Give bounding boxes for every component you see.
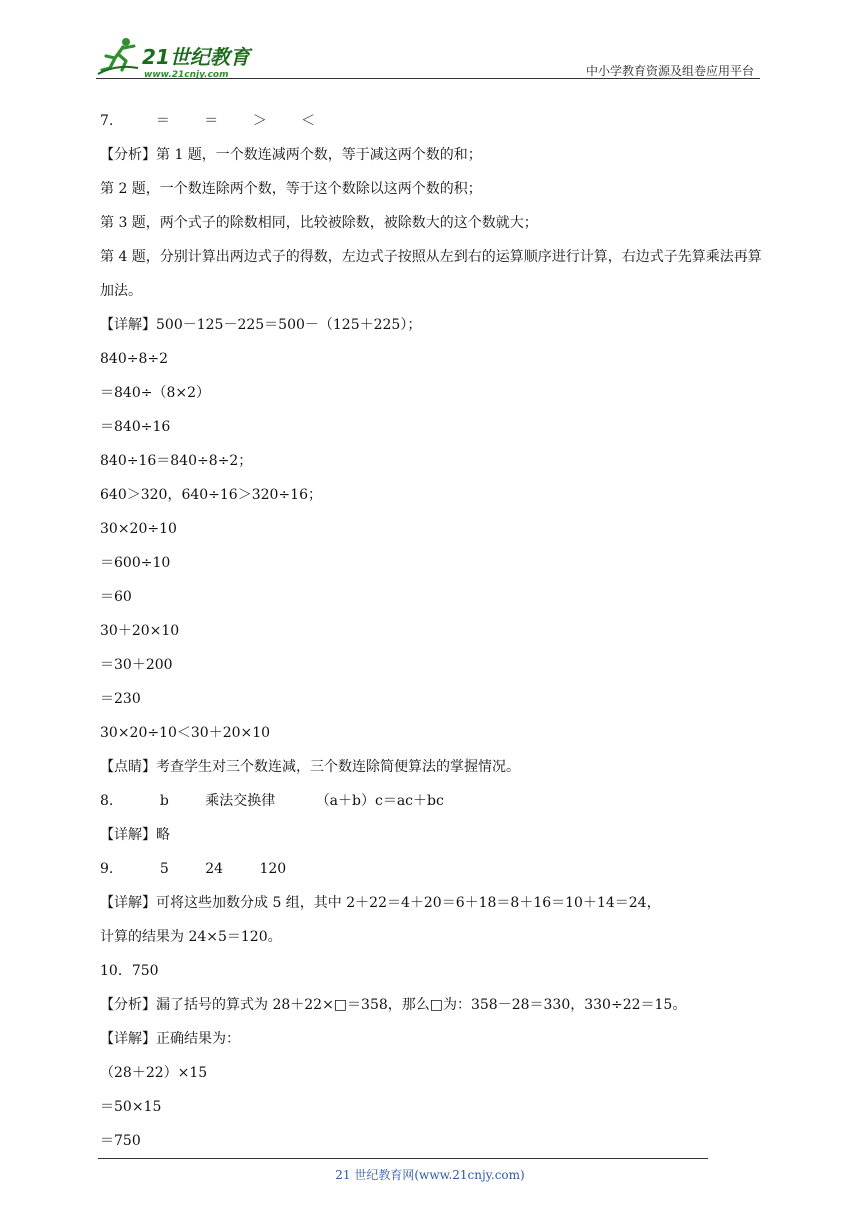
q7-step: ＝840÷（8×2）: [100, 385, 210, 401]
q7-step: ＝60: [100, 589, 132, 605]
q7-step: 640＞320，640÷16＞320÷16；: [100, 487, 322, 503]
q7-analysis-3: 第 3 题，两个式子的除数相同，比较被除数，被除数大的这个数就大；: [100, 215, 538, 231]
q8-answer-2: 乘法交换律: [205, 793, 276, 809]
q7-comment: 【点睛】考查学生对三个数连减，三个数连除简便算法的掌握情况。: [100, 759, 520, 775]
answer-content: [100, 104, 764, 1158]
q9-answer-2: 24: [205, 861, 224, 877]
q7-step: ＝30＋200: [100, 657, 173, 673]
q7-step: 30×20÷10＜30＋20×10: [100, 725, 271, 741]
q7-step: 30×20÷10: [100, 521, 177, 537]
q7-step: ＝840÷16: [100, 419, 171, 435]
q7-analysis: 【分析】第 1 题，一个数连减两个数，等于减这两个数的和；: [100, 147, 482, 163]
footer-divider: [98, 1158, 708, 1159]
q9-detail: 【详解】可将这些加数分成 5 组，其中 2＋22＝4＋20＝6＋18＝8＋16＝10＋14＝24，: [100, 895, 661, 911]
q7-detail: 【详解】500－125－225＝500－（125＋225）；: [100, 317, 422, 333]
runner-icon: [98, 38, 138, 74]
header-divider: [96, 78, 760, 79]
logo: [96, 34, 266, 80]
q8-answer-3: （a＋b）c＝ac＋bc: [315, 793, 444, 809]
q9-detail-2: 计算的结果为 24×5＝120。: [100, 929, 282, 945]
page-header: [96, 28, 760, 80]
q7-number: 7.: [100, 113, 114, 129]
q10-analysis: 【分析】漏了括号的算式为 28＋22×□＝358，那么□为：358－28＝330，330÷22＝15。: [100, 997, 687, 1013]
q7-answer-line: [100, 104, 764, 138]
q10-step: ＝50×15: [100, 1099, 162, 1115]
q8-answer-line: [100, 784, 764, 818]
q7-step: 30＋20×10: [100, 623, 180, 639]
logo-text: 21世纪教育: [142, 45, 250, 69]
q7-analysis-2: 第 2 题，一个数连除两个数，等于这个数除以这两个数的积；: [100, 181, 482, 197]
q10-answer-line: 10．750: [100, 963, 159, 979]
q9-number: 9.: [100, 861, 114, 877]
q10-step: ＝750: [100, 1133, 141, 1149]
q7-step: ＝230: [100, 691, 141, 707]
q7-answer-4: ＜: [301, 113, 316, 129]
platform-title: 中小学教育资源及组卷应用平台: [585, 64, 754, 78]
q8-answer-1: b: [159, 793, 169, 809]
q7-step: 840÷8÷2: [100, 351, 168, 367]
q10-step: （28＋22）×15: [100, 1065, 208, 1081]
q9-answer-1: 5: [159, 861, 169, 877]
q7-analysis-4: 第 4 题，分别计算出两边式子的得数，左边式子按照从左到右的运算顺序进行计算，右边式子先算乘法再算加法。: [100, 249, 762, 299]
q7-step: 840÷16＝840÷8÷2；: [100, 453, 253, 469]
q7-answer-2: ＝: [204, 113, 219, 129]
q7-answer-1: ＝: [155, 113, 170, 129]
logo-url: www.21cnjy.com: [144, 70, 229, 80]
q9-answer-3: 120: [259, 861, 287, 877]
q9-answer-line: [100, 852, 764, 886]
q8-detail: 【详解】略: [100, 827, 170, 843]
q7-step: ＝600÷10: [100, 555, 171, 571]
footer-text: 21 世纪教育网(www.21cnjy.com): [335, 1168, 525, 1182]
q10-detail: 【详解】正确结果为：: [100, 1031, 240, 1047]
q7-answer-3: ＞: [252, 113, 267, 129]
q8-number: 8.: [100, 793, 114, 809]
